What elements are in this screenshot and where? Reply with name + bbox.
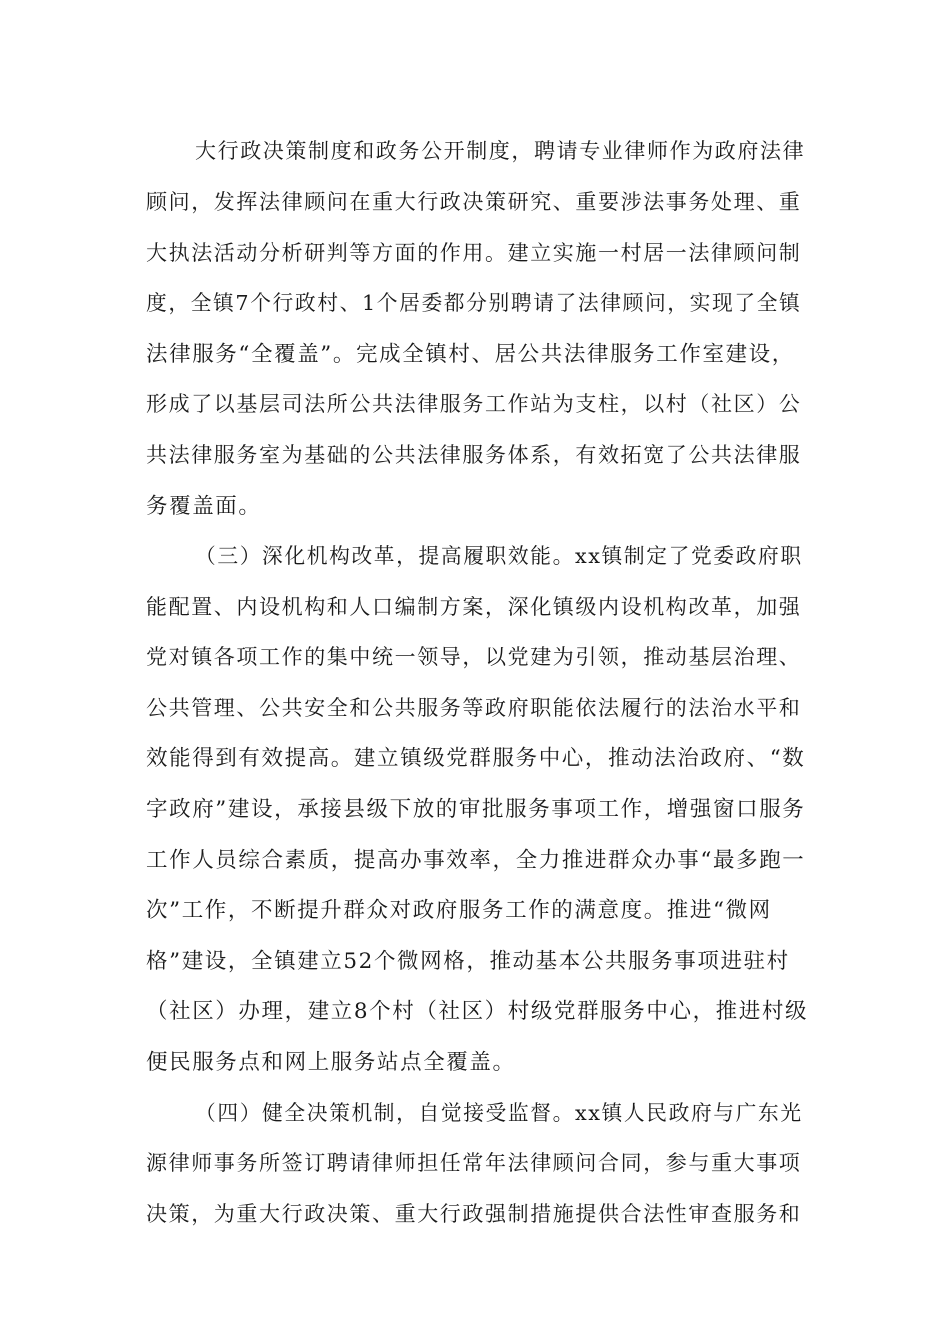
text-line: （社区）办理，建立8个村（社区）村级党群服务中心，推进村级 [146, 999, 809, 1024]
text-line: 大行政决策制度和政务公开制度，聘请专业律师作为政府法律 [195, 139, 806, 163]
text-line: 源律师事务所签订聘请律师担任常年法律顾问合同，参与重大事项 [146, 1151, 802, 1175]
text-line: 效能得到有效提高。建立镇级党群服务中心，推动法治政府、“数 [146, 746, 806, 771]
text-line: 党对镇各项工作的集中统一领导，以党建为引领，推动基层治理、 [146, 645, 802, 669]
text-line: 格”建设，全镇建立52个微网格，推动基本公共服务事项进驻村 [146, 949, 790, 974]
text-line: 工作人员综合素质，提高办事效率，全力推进群众办事“最多跑一 [146, 848, 806, 873]
text-line: 决策，为重大行政决策、重大行政强制措施提供合法性审查服务和 [146, 1202, 802, 1226]
section-heading-line: （四）健全决策机制，自觉接受监督。xx镇人民政府与广东光 [195, 1101, 803, 1125]
section-heading-line: （三）深化机构改革，提高履职效能。xx镇制定了党委政府职 [195, 544, 803, 568]
text-line: 字政府”建设，承接县级下放的审批服务事项工作，增强窗口服务 [146, 797, 806, 822]
text-line: 顾问，发挥法律顾问在重大行政决策研究、重要涉法事务处理、重 [146, 190, 802, 214]
text-line: 共法律服务室为基础的公共法律服务体系，有效拓宽了公共法律服 [146, 443, 802, 467]
text-line: 便民服务点和网上服务站点全覆盖。 [146, 1050, 516, 1075]
text-line: 能配置、内设机构和人口编制方案，深化镇级内设机构改革，加强 [146, 595, 802, 619]
text-line: 大执法活动分析研判等方面的作用。建立实施一村居一法律顾问制 [146, 241, 802, 265]
text-line: 务覆盖面。 [146, 494, 262, 519]
text-line: 度，全镇7个行政村、1个居委都分别聘请了法律顾问，实现了全镇 [146, 291, 802, 315]
text-line: 次”工作，不断提升群众对政府服务工作的满意度。推进“微网 [146, 898, 772, 923]
text-line: 法律服务“全覆盖”。完成全镇村、居公共法律服务工作室建设， [146, 342, 795, 367]
text-line: 形成了以基层司法所公共法律服务工作站为支柱，以村（社区）公 [146, 392, 802, 416]
text-line: 公共管理、公共安全和公共服务等政府职能依法履行的法治水平和 [146, 696, 802, 720]
